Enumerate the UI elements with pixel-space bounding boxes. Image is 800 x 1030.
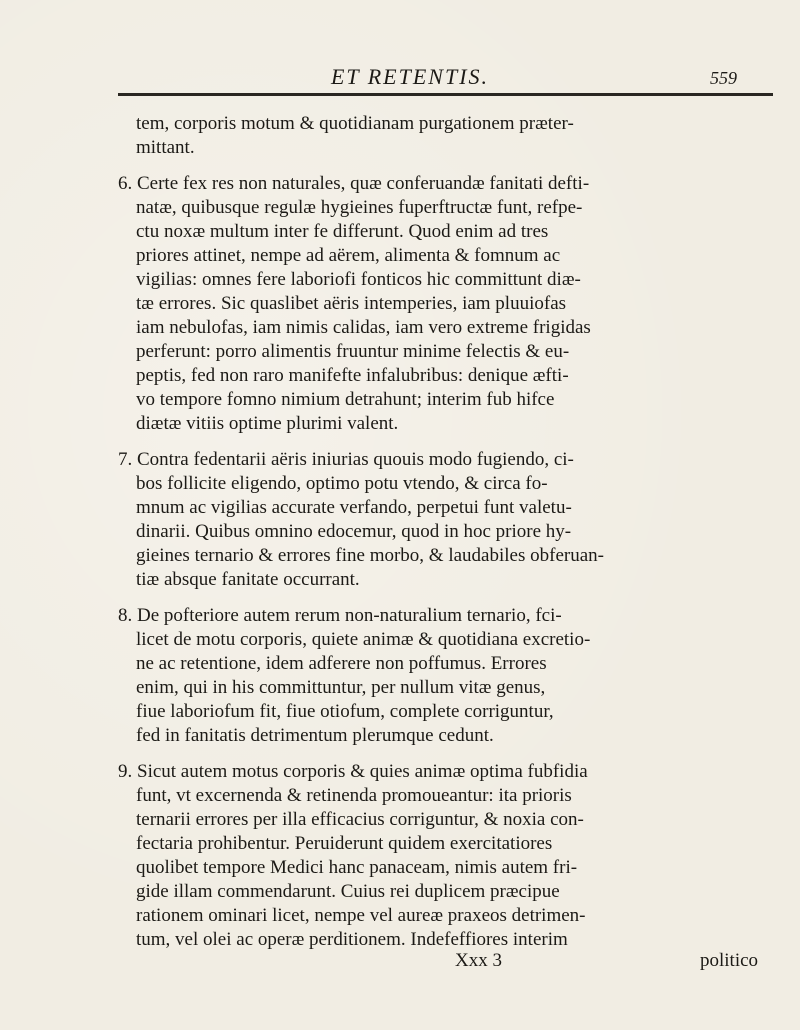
text-line: funt, vt excernenda & retinenda promoueantur: ita prioris [136, 785, 572, 806]
text-line: bos follicite eligendo, optimo potu vtendo, & circa fo- [136, 473, 548, 494]
text-line: dinarii. Quibus omnino edocemur, quod in hoc priore hy- [136, 521, 572, 542]
running-head [0, 58, 800, 98]
text-line: natæ, quibusque regulæ hygieines fuperftructæ funt, refpe- [136, 197, 583, 218]
text-line: fed in fanitatis detrimentum plerumque cedunt. [136, 725, 494, 746]
text-line: vigilias: omnes fere laboriofi fonticos hic committunt diæ- [136, 269, 581, 290]
text-line: ctu noxæ multum inter fe differunt. Quod enim ad tres [136, 221, 549, 242]
signature-mark: Xxx 3 [455, 950, 502, 971]
text-line: diætæ vitiis optime plurimi valent. [136, 413, 399, 434]
text-line-para-9: 9. Sicut autem motus corporis & quies animæ optima fubfidia [118, 761, 588, 782]
text-line: tem, corporis motum & quotidianam purgationem præter- [136, 113, 574, 134]
text-line: peptis, fed non raro manifefte infalubribus: denique æfti- [136, 365, 569, 386]
text-line: licet de motu corporis, quiete animæ & quotidiana excretio- [136, 629, 591, 650]
text-line-para-7: 7. Contra fedentarii aëris iniurias quouis modo fugiendo, ci- [118, 449, 574, 470]
text-line: vo tempore fomno nimium detrahunt; interim fub hifce [136, 389, 555, 410]
text-line: rationem ominari licet, nempe vel aureæ praxeos detrimen- [136, 905, 586, 926]
text-line: enim, qui in his committuntur, per nullum vitæ genus, [136, 677, 546, 698]
text-line-para-8: 8. De pofteriore autem rerum non-naturalium ternario, fci- [118, 605, 562, 626]
text-line: tiæ absque fanitate occurrant. [136, 569, 360, 590]
running-title: ET RETENTIS. [330, 64, 490, 89]
text-line: perferunt: porro alimentis fruuntur minime felectis & eu- [136, 341, 570, 362]
text-line: tum, vel olei ac operæ perditionem. Indefeffiores interim [136, 929, 568, 950]
text-line: fectaria prohibentur. Peruiderunt quidem exercitatiores [136, 833, 553, 854]
text-line: iam nebulofas, iam nimis calidas, iam vero extreme frigidas [136, 317, 591, 338]
text-line: tæ errores. Sic quaslibet aëris intemperies, iam pluuiofas [136, 293, 567, 314]
header-rule [118, 93, 773, 96]
text-line: mnum ac vigilias accurate verfando, perpetui funt valetu- [136, 497, 572, 518]
text-line: mittant. [136, 137, 195, 158]
text-line: gide illam commendarunt. Cuius rei duplicem præcipue [136, 881, 560, 902]
text-line: fiue laboriofum fit, fiue otiofum, complete corriguntur, [136, 701, 554, 722]
page-number: 559 [710, 68, 737, 88]
text-line: quolibet tempore Medici hanc panaceam, nimis autem fri- [136, 857, 578, 878]
text-line: priores attinet, nempe ad aërem, alimenta & fomnum ac [136, 245, 561, 266]
catchword: politico [700, 950, 759, 971]
text-line: gieines ternario & errores fine morbo, & laudabiles obferuan- [136, 545, 604, 566]
text-line: ternarii errores per illa efficacius corriguntur, & noxia con- [136, 809, 584, 830]
text-line: ne ac retentione, idem adferere non poffumus. Errores [136, 653, 547, 674]
text-line-para-6: 6. Certe fex res non naturales, quæ conferuandæ fanitati defti- [118, 173, 590, 194]
